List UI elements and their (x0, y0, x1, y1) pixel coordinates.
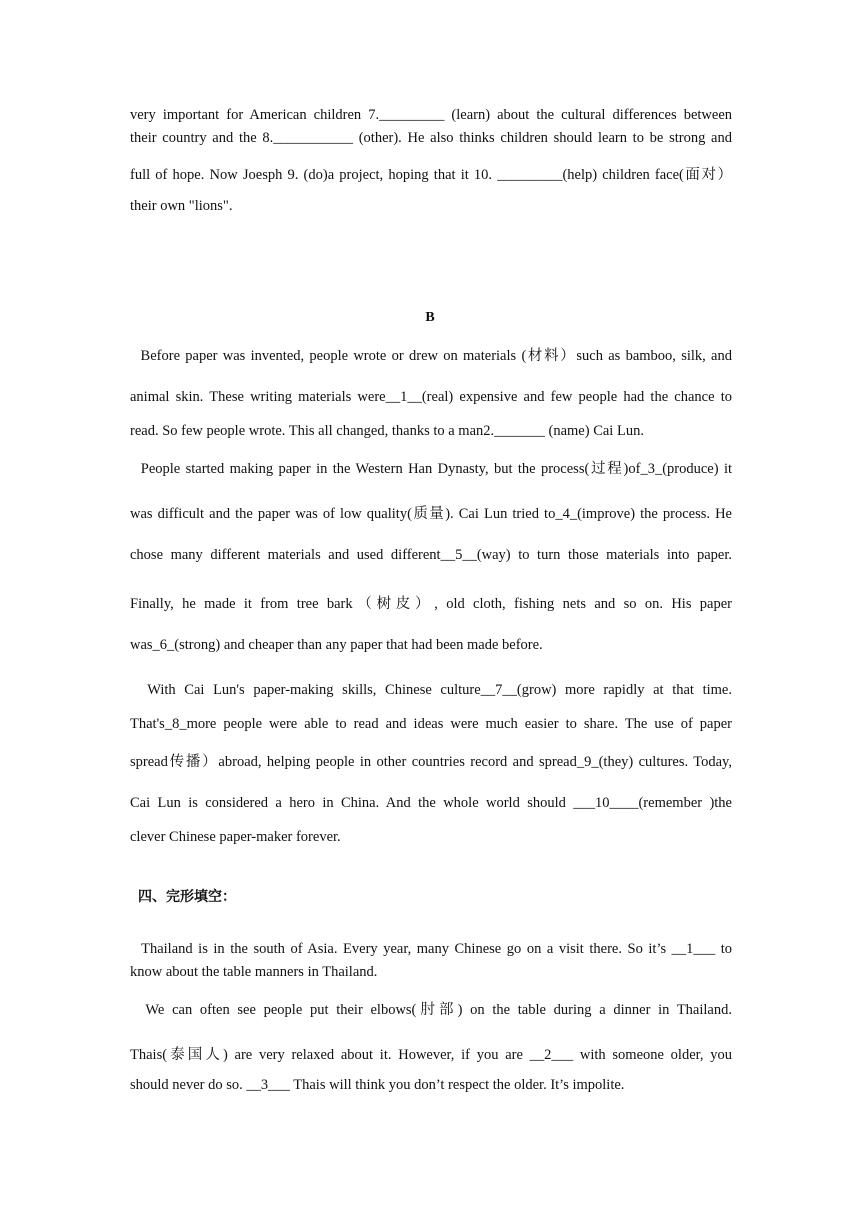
section-b-line: was difficult and the paper was of low quality(质量). Cai Lun tried to_4_(improve) the process. He (130, 506, 732, 522)
section-a-line-3: full of hope. Now Joesph 9. (do)a project, hoping that it 10. _________(help) children face(面对） (130, 167, 732, 183)
section-b-line: People started making paper in the Western Han Dynasty, but the process(过程)of_3_(produce) it (130, 461, 732, 477)
section-4-line: should never do so. __3___ Thais will think you don’t respect the older. It’s impolite. (130, 1077, 625, 1093)
section-a-line-1: very important for American children 7._________ (learn) about the cultural differences between (130, 107, 732, 123)
section-b-line: clever Chinese paper-maker forever. (130, 829, 341, 845)
section-b-line: With Cai Lun's paper-making skills, Chinese culture__7__(grow) more rapidly at that time. (130, 682, 732, 698)
section-b-line: chose many different materials and used different__5__(way) to turn those materials into paper. (130, 547, 732, 563)
section-4-line: We can often see people put their elbows(肘部) on the table during a dinner in Thailand. (130, 1002, 732, 1018)
section-a-line-4: their own "lions". (130, 198, 233, 214)
section-b-line: Cai Lun is considered a hero in China. And the whole world should ___10____(remember )the (130, 795, 732, 811)
section-4-line: know about the table manners in Thailand. (130, 964, 378, 980)
section-b-line: That's_8_more people were able to read and ideas were much easier to share. The use of paper (130, 716, 732, 732)
section-4-heading: 四、完形填空： (138, 889, 236, 905)
section-4-line: Thailand is in the south of Asia. Every year, many Chinese go on a visit there. So it’s __1___ to (130, 941, 732, 957)
section-b-line: animal skin. These writing materials were__1__(real) expensive and few people had the chance to (130, 389, 732, 405)
section-a-line-2: their country and the 8.___________ (other). He also thinks children should learn to be strong and (130, 130, 732, 146)
section-b-line: was_6_(strong) and cheaper than any paper that had been made before. (130, 637, 543, 653)
section-b-title: B (425, 310, 435, 325)
section-b-line: read. So few people wrote. This all changed, thanks to a man2._______ (name) Cai Lun. (130, 423, 644, 439)
section-b-line: spread传播）abroad, helping people in other countries record and spread_9_(they) cultures. Today, (130, 754, 732, 770)
section-b-line: Finally, he made it from tree bark（树皮）, old cloth, fishing nets and so on. His paper (130, 596, 732, 612)
section-4-line: Thais(泰国人) are very relaxed about it. However, if you are __2___ with someone older, you (130, 1047, 732, 1063)
section-b-line: Before paper was invented, people wrote or drew on materials (材料）such as bamboo, silk, and (130, 348, 732, 364)
